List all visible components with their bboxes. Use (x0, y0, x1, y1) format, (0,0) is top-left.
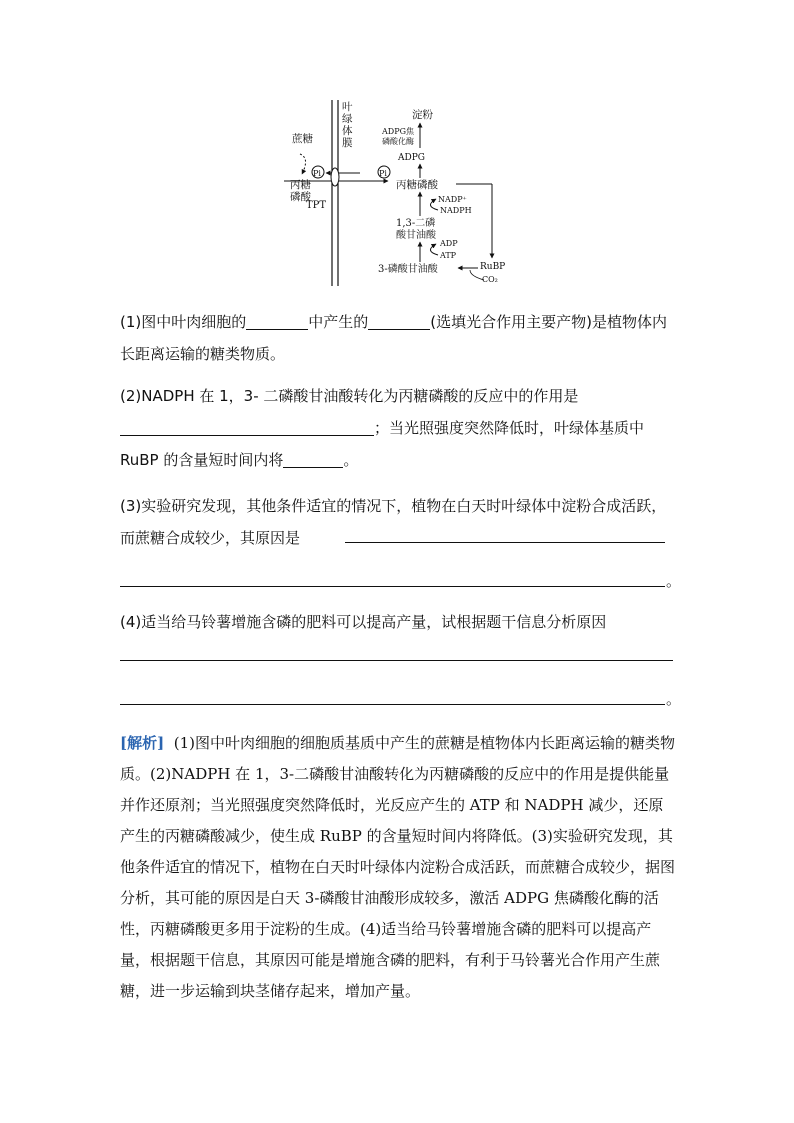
q4-text: (4)适当给马铃薯增施含磷的肥料可以提高产量，试根据题干信息分析原因 (120, 613, 607, 631)
question-1 (120, 306, 676, 370)
q1-text-2: 中产生的 (308, 313, 369, 331)
q4-blank-1[interactable] (120, 660, 673, 661)
q4-end: 。 (666, 690, 682, 708)
q1-text-1: (1)图中叶肉细胞的 (120, 313, 247, 331)
tpt-transporter (331, 168, 339, 186)
triose-phosphate-right: 丙糖磷酸 (396, 179, 438, 191)
adp-label: ADP (440, 239, 458, 248)
analysis-text: (1)图中叶肉细胞的细胞质基质中产生的蔗糖是植物体内长距离运输的糖类物质。(2)NADPH 在 1，3-二磷酸甘油酸转化为丙糖磷酸的反应中的作用是提供能量并作还原剂；当光照强度突然降低时，光反应产生的 ATP 和 NADPH 减少，还原产生的丙糖磷酸减少，使生成 RuBP 的含量短时间内将降低。(3)实验研究发现，其他条件适宜的情况下，植物在白天时叶绿体内淀粉合成活跃，而蔗糖合成较少，据图分析，其可能的原因是白天 3-磷酸甘油酸形成较多，激活 ADPG 焦磷酸化酶的活性，丙糖磷酸更多用于淀粉的生成。(4)适当给马铃薯增施含磷的肥料可以提高产量，根据题干信息，其原因可能是增施含磷的肥料，有利于马铃薯光合作用产生蔗糖，进一步运输到块茎储存起来，增加产量。 (120, 734, 676, 1000)
q2-blank-2[interactable] (283, 449, 343, 468)
q2-text-1: (2)NADPH 在 1，3- 二磷酸甘油酸转化为丙糖磷酸的反应中的作用是 (120, 387, 579, 405)
pga-label: 3-磷酸甘油酸 (378, 264, 438, 275)
bpg-label-1: 1,3-二磷 (396, 218, 436, 229)
bpg-label-2: 酸甘油酸 (396, 230, 436, 241)
q1-blank-1[interactable] (246, 311, 308, 330)
membrane-label-2: 绿 (342, 113, 353, 125)
sucrose-dashed-arrow (300, 154, 306, 174)
adpg-enzyme-2: 磷酸化酶 (382, 137, 414, 146)
chloroplast-pathway-diagram (270, 98, 530, 298)
triose-phosphate-left-1: 丙糖 (290, 179, 311, 191)
membrane-label-3: 体 (342, 125, 353, 137)
q2-blank-1[interactable] (120, 417, 374, 436)
starch-label: 淀粉 (412, 109, 433, 121)
membrane-label-1: 叶 (342, 101, 353, 113)
rubp-label: RuBP (480, 262, 506, 272)
question-2 (120, 380, 676, 476)
nadph-curve (430, 199, 438, 210)
pi-right-label: Pi (379, 169, 387, 178)
co2-label: CO₂ (482, 275, 498, 284)
q1-blank-2[interactable] (368, 311, 430, 330)
q1-text-3: (选填光合作用主要产物)是植物体内长距离运输的糖类物质。 (120, 313, 667, 363)
triose-phosphate-left-2: 磷酸 (290, 191, 311, 203)
atp-label: ATP (440, 251, 457, 260)
membrane-label-4: 膜 (342, 137, 353, 149)
q4-blank-2[interactable] (120, 704, 665, 705)
q3-blank-1[interactable] (345, 542, 665, 543)
pi-left-label: Pi (313, 169, 321, 178)
nadp-plus-label: NADP⁺ (438, 195, 467, 204)
q3-end: 。 (666, 572, 682, 590)
adpg-enzyme-1: ADPG焦 (382, 127, 414, 136)
question-3 (120, 490, 676, 554)
sucrose-label: 蔗糖 (292, 133, 313, 145)
q2-text-2: ；当光照强度突然降低时，叶绿体基质中 RuBP 的含量短时间内将 (120, 419, 645, 469)
tpt-label: TPT (306, 200, 327, 211)
atp-curve (430, 244, 438, 255)
question-4 (120, 606, 676, 638)
analysis-section (120, 728, 676, 1007)
q2-text-3: 。 (343, 451, 359, 469)
q3-blank-2[interactable] (120, 586, 665, 587)
q3-text: (3)实验研究发现，其他条件适宜的情况下，植物在白天时叶绿体中淀粉合成活跃，而蔗糖合成较少，其原因是 (120, 497, 667, 547)
nadph-label: NADPH (440, 206, 472, 215)
analysis-label: [解析] (120, 734, 165, 752)
adpg-label: ADPG (398, 153, 425, 163)
